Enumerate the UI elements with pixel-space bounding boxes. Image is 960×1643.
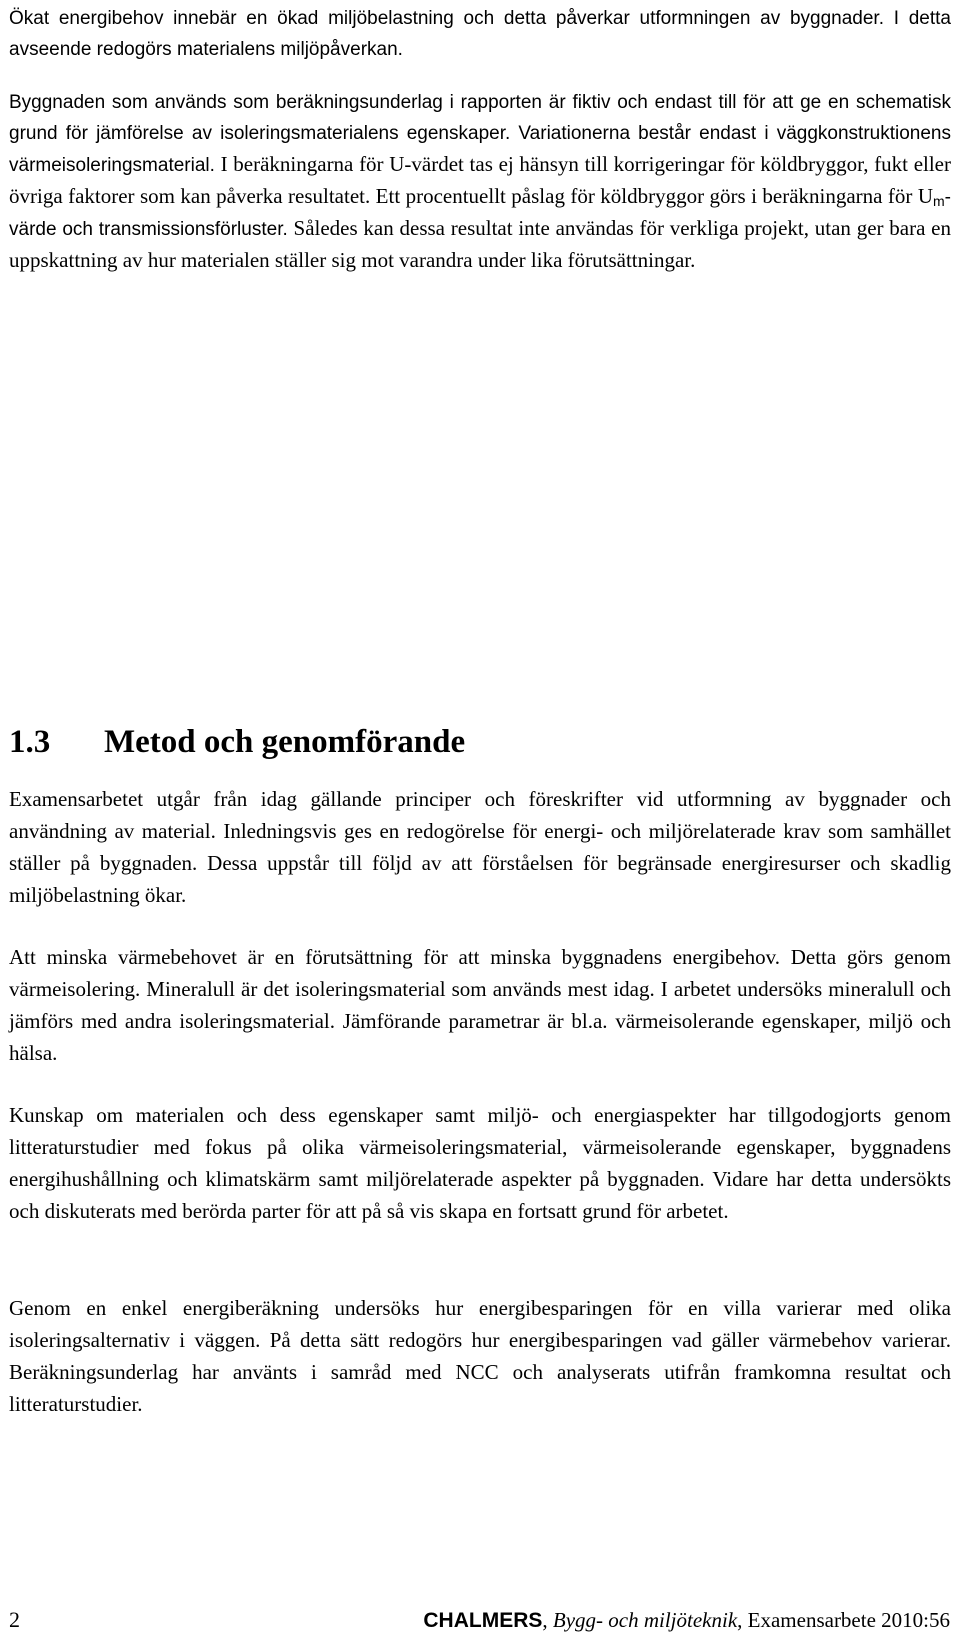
text-span: -värde och transmissionsförluster. [9, 187, 951, 240]
page-number: 2 [9, 1607, 20, 1632]
text-span: I beräkningarna för U-värdet tas ej hänsyn till korrigeringar för köldbryggor, fukt eller övriga faktorer som kan påverka resultatet. [9, 152, 951, 208]
paragraph-text: Att minska värmebehovet är en förutsättning för att minska byggnadens energibehov. Detta görs genom värmeisolering. Mineralull är det isoleringsmaterial som används mest idag. I arbetet undersöks mineralull och jämförs med andra isoleringsmaterial. Jämförande parametrar är bl.a. värmeisolerande egenskaper, miljö och hälsa. [9, 945, 951, 1065]
footer-thesis: , Examensarbete 2010:56 [737, 1608, 950, 1632]
text-span: Byggnaden som används som beräkningsunderlag i rapporten är fiktiv och endast till för att ge en schematisk grund för jämförelse av isoleringsmaterialens egenskaper. Variationerna består endast i väggkonstruktionens värmeisoleringsmaterial. [9, 92, 951, 176]
paragraph-calculation-basis [9, 87, 951, 277]
footer-brand: CHALMERS [423, 1609, 543, 1632]
paragraph-method-4 [9, 1292, 951, 1420]
paragraph-method-2 [9, 941, 951, 1069]
paragraph-intro [9, 3, 951, 65]
subscript: m [933, 193, 945, 209]
section-heading [9, 722, 465, 762]
section-number: 1.3 [9, 724, 51, 760]
section-title: Metod och genomförande [104, 724, 466, 760]
paragraph-text: Genom en enkel energiberäkning undersöks hur energibesparingen för en villa varierar med olika isoleringsalternativ i väggen. På detta sätt redogörs hur energibesparingen vad gäller värmebehov varierar. Beräkningsunderlag har använts i samråd med NCC och analyserats utifrån framkomna resultat och litteraturstudier. [9, 1296, 951, 1416]
paragraph-method-3 [9, 1099, 951, 1227]
page-footer [423, 1606, 950, 1635]
footer-separator: , [542, 1608, 553, 1632]
text-span: Ett procentuellt påslag för köldbryggor görs i beräkningarna för U [370, 184, 933, 208]
paragraph-text: Examensarbetet utgår från idag gällande principer och föreskrifter vid utformning av byggnader och användning av material. Inledningsvis ges en redogörelse för energi- och miljörelaterade krav som samhället ställer på byggnaden. Dessa uppstår till följd av att förståelsen för begränsade energiresurser och skadlig miljöbelastning ökar. [9, 787, 951, 907]
paragraph-method-1 [9, 783, 951, 911]
paragraph-text: Kunskap om materialen och dess egenskaper samt miljö- och energiaspekter har tillgodogjorts genom litteraturstudier med fokus på olika värmeisoleringsmaterial, värmeisolerande egenskaper, byggnadens energihushållning och klimatskärm samt miljörelaterade aspekter på byggnaden. Vidare har detta undersökts och diskuterats med berörda parter för att på så vis skapa en fortsatt grund för arbetet. [9, 1103, 951, 1223]
footer-department: Bygg- och miljöteknik [552, 1608, 738, 1632]
text-span: Således kan dessa resultat inte användas för verkliga projekt, utan ger bara en uppskattning av hur materialen ställer sig mot varandra under lika förutsättningar. [9, 216, 951, 272]
paragraph-text [9, 87, 951, 277]
paragraph-text: Ökat energibehov innebär en ökad miljöbelastning och detta påverkar utformningen av byggnader. I detta avseende redogörs materialens miljöpåverkan. [9, 8, 951, 60]
